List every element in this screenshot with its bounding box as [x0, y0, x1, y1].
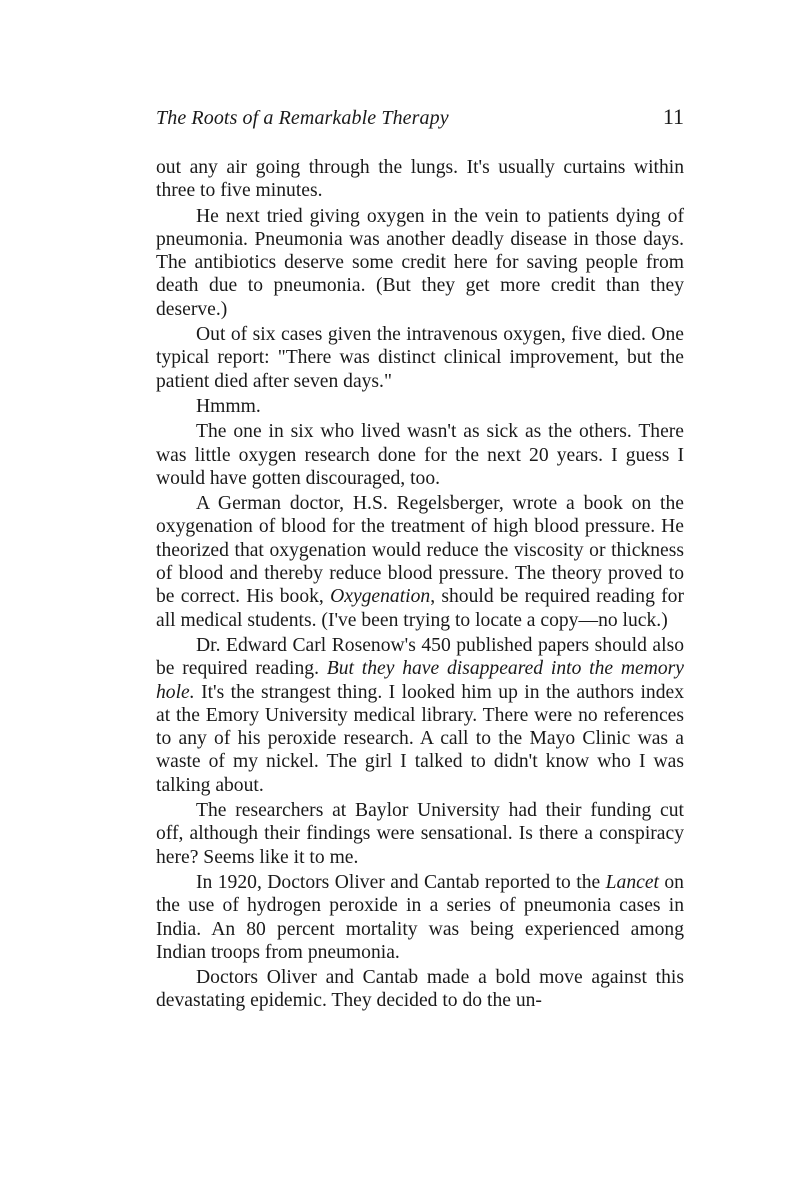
- running-header: [156, 104, 684, 156]
- running-title: The Roots of a Remarkable Therapy: [156, 107, 449, 129]
- body-text: [156, 156, 684, 1013]
- text-run: , should be required reading for all medical students. (I've been trying to locate a copy—no luck.): [156, 586, 684, 631]
- text-run: The one in six who lived wasn't as sick as the others. There was little oxygen research done for the next 20 years. I guess I would have gotten discouraged, too.: [156, 421, 684, 489]
- paragraph: [156, 799, 684, 869]
- paragraph: [156, 205, 684, 321]
- italic-text: Lancet: [605, 871, 659, 893]
- paragraph: [156, 156, 684, 203]
- book-page: [156, 104, 684, 1013]
- paragraph: [156, 634, 684, 797]
- italic-text: Oxygenation: [330, 586, 431, 608]
- italic-text: But they have disappeared into the memory hole.: [156, 658, 684, 703]
- paragraph: [156, 492, 684, 632]
- text-run: Doctors Oliver and Cantab made a bold move against this devastating epidemic. They decided to do the un-: [156, 967, 684, 1012]
- paragraph: [156, 871, 684, 964]
- text-run: He next tried giving oxygen in the vein to patients dying of pneumonia. Pneumonia was another deadly disease in those days. The antibiotics deserve some credit here for saving people from death due to pneumonia. (But they get more credit than they deserve.): [156, 205, 684, 320]
- text-run: The researchers at Baylor University had their funding cut off, although their findings were sensational. Is there a conspiracy here? Seems like it to me.: [156, 800, 684, 868]
- text-run: It's the strangest thing. I looked him up in the authors index at the Emory University medical library. There were no references to any of his peroxide research. A call to the Mayo Clinic was a waste of my nickel. The girl I talked to didn't know who I was talking about.: [156, 681, 684, 796]
- paragraph: [156, 323, 684, 393]
- text-run: Hmmm.: [196, 395, 261, 417]
- text-run: In 1920, Doctors Oliver and Cantab reported to the: [196, 871, 606, 893]
- text-run: Dr. Edward Carl Rosenow's 450 published papers should also be required reading.: [156, 634, 684, 680]
- page-number: 11: [662, 104, 684, 129]
- text-run: A German doctor, H.S. Regelsberger, wrote a book on the oxygenation of blood for the treatment of high blood pressure. He theorized that oxygenation would reduce the viscosity or thickness of blood and thereby reduce blood pressure. The theory proved to be correct. His book,: [156, 493, 684, 608]
- paragraph: [156, 395, 684, 418]
- text-run: on the use of hydrogen peroxide in a series of pneumonia cases in India. An 80 percent mortality was being experienced among Indian troops from pneumonia.: [156, 871, 684, 963]
- paragraph: [156, 420, 684, 490]
- paragraph: [156, 966, 684, 1013]
- text-run: Out of six cases given the intravenous oxygen, five died. One typical report: "There was distinct clinical improvement, but the patient died after seven days.": [156, 324, 684, 392]
- text-run: out any air going through the lungs. It's usually curtains within three to five minutes.: [156, 157, 684, 202]
